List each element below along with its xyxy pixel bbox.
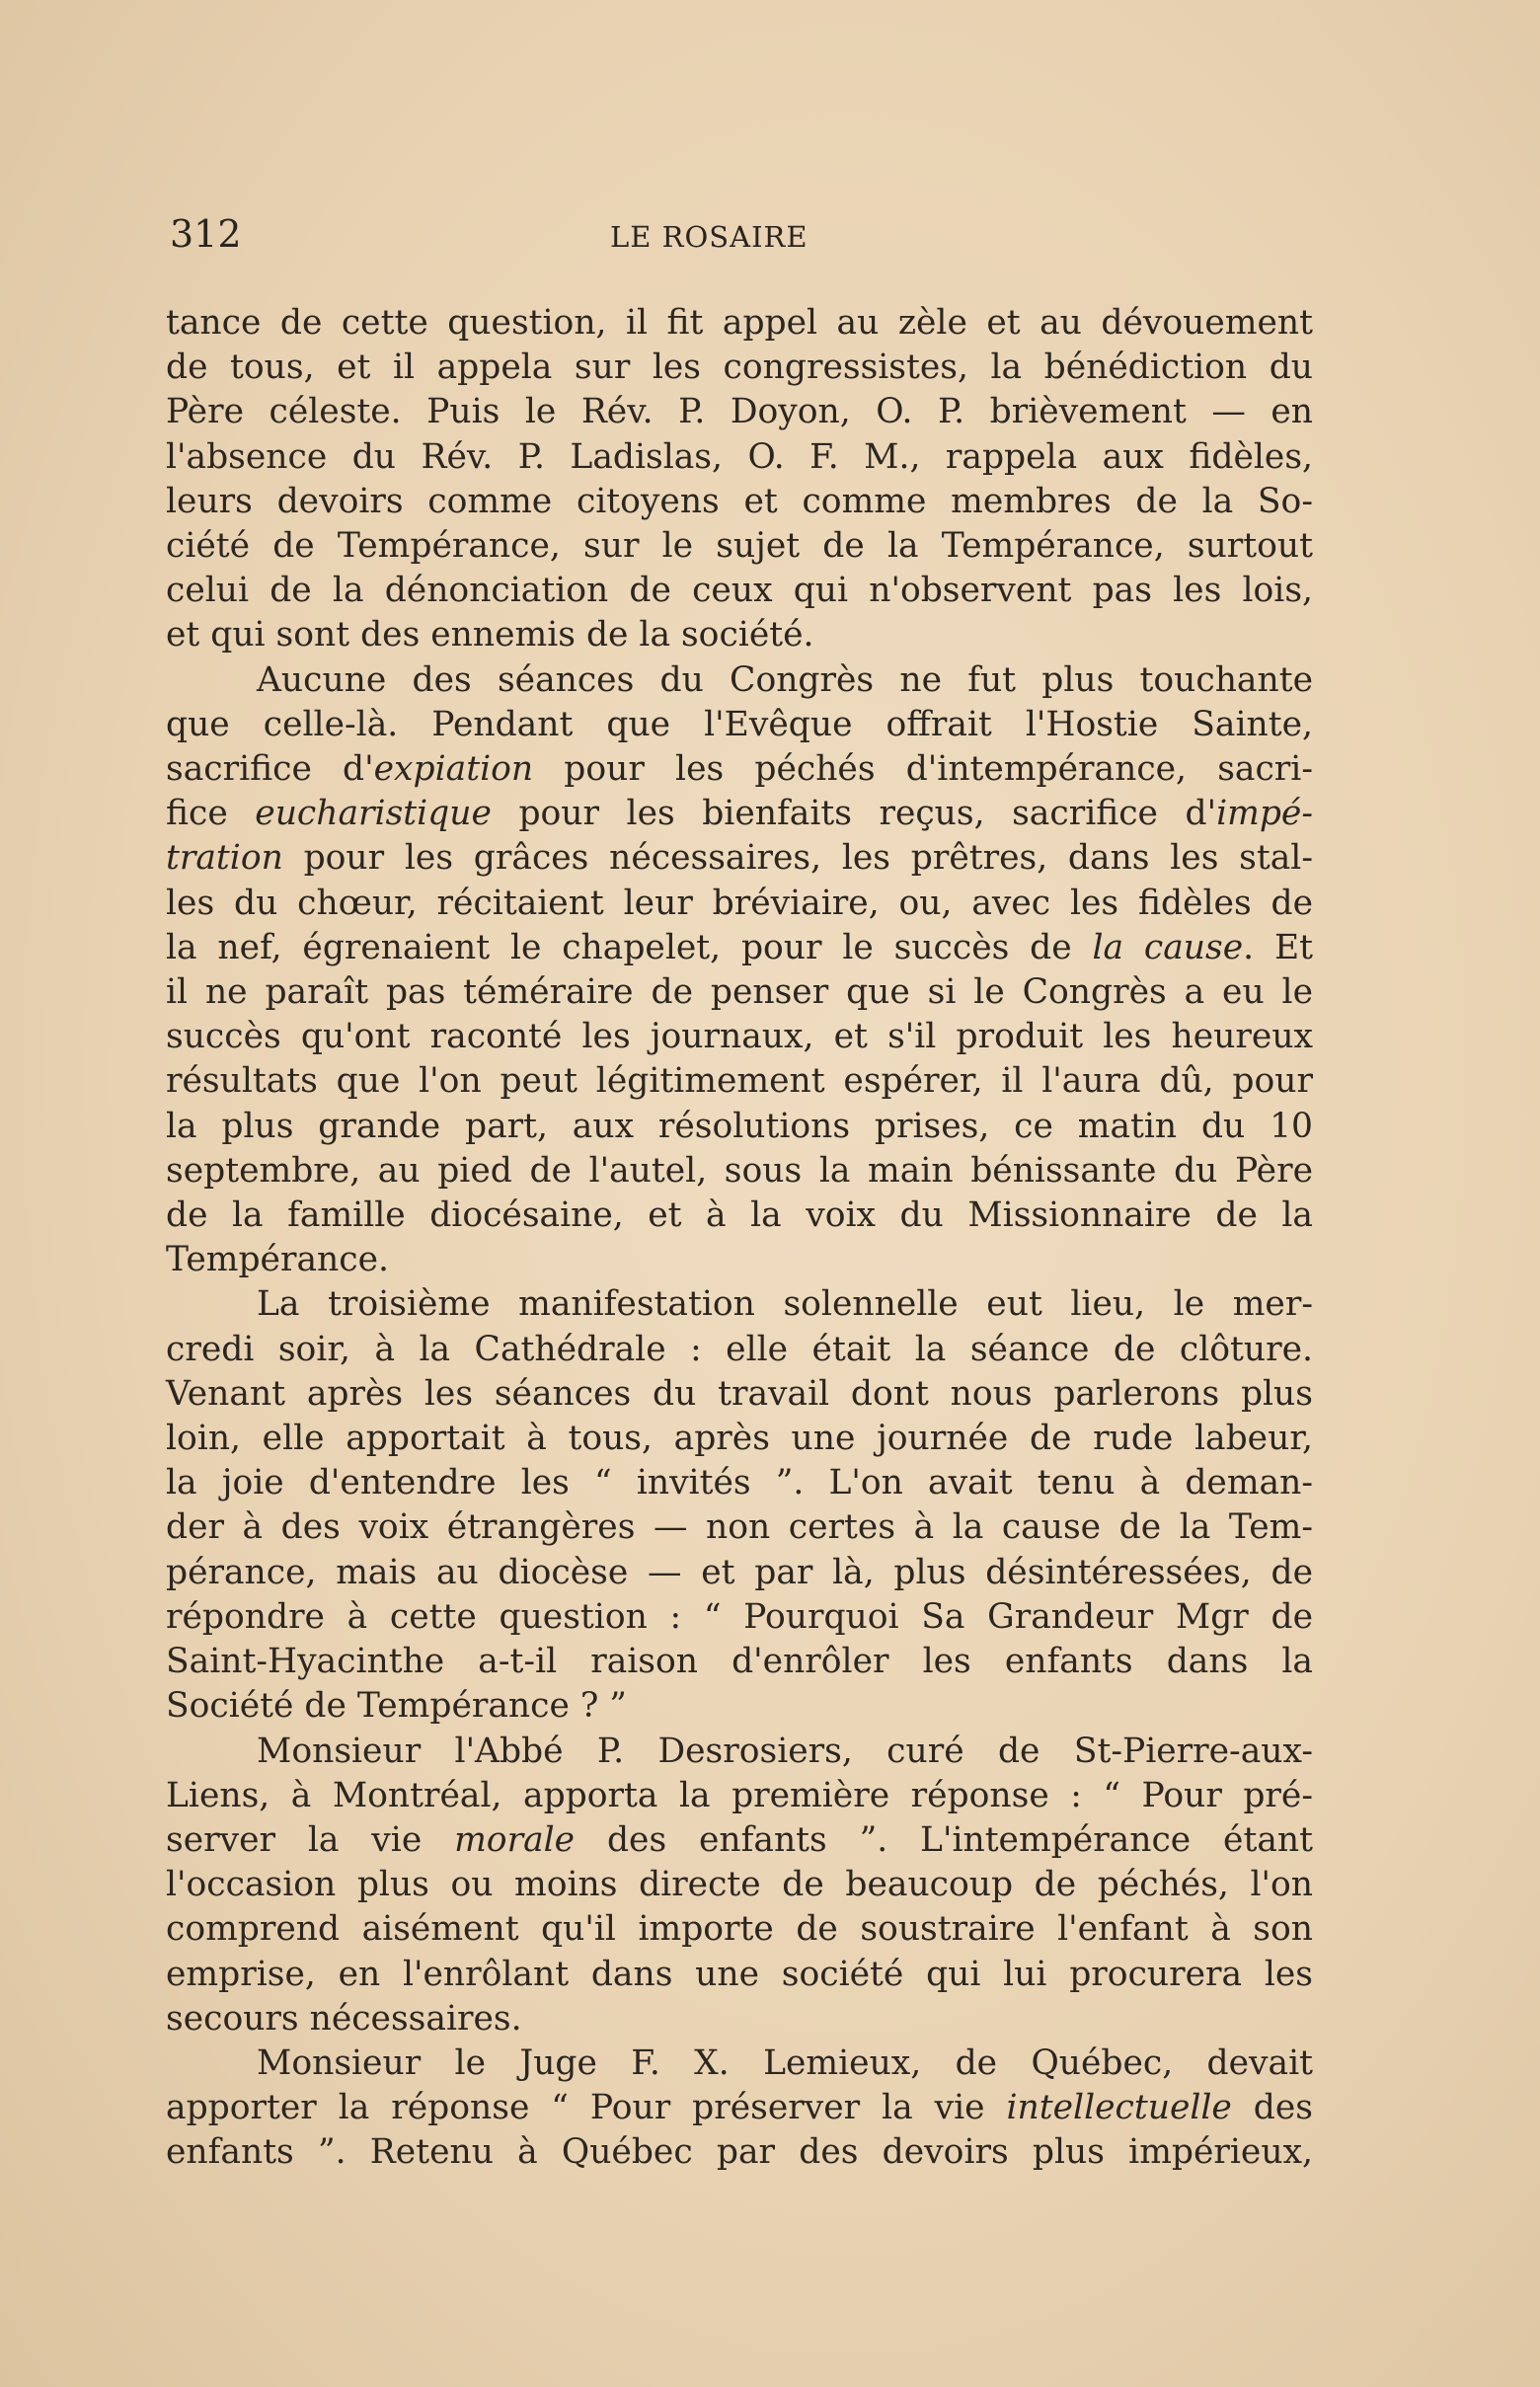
body-text	[166, 301, 1313, 2176]
text-line: résultats que l'on peut légitimement espérer, il l'aura dû, pour	[166, 1061, 1313, 1102]
text-line: que celle-là. Pendant que l'Evêque offrait l'Hostie Sainte,	[166, 704, 1313, 744]
italic-term: expiation	[373, 749, 534, 790]
text-line: celui de la dénonciation de ceux qui n'observent pas les lois,	[166, 571, 1313, 611]
text-line: Père céleste. Puis le Rév. P. Doyon, O. P. brièvement — en	[166, 392, 1313, 432]
italic-term: eucharistique	[255, 794, 492, 834]
text-line: server la vie morale des enfants ”. L'intempérance étant	[166, 1819, 1313, 1860]
text-line: l'occasion plus ou moins directe de beaucoup de péchés, l'on	[166, 1865, 1313, 1905]
text-line: de la famille diocésaine, et à la voix du Missionnaire de la	[166, 1195, 1313, 1236]
text-line: les du chœur, récitaient leur bréviaire, ou, avec les fidèles de	[166, 883, 1313, 923]
text-line: pérance, mais au diocèse — et par là, plus désintéressées, de	[166, 1552, 1313, 1592]
text-line: enfants ”. Retenu à Québec par des devoirs plus impérieux,	[166, 2132, 1313, 2173]
text-line: la joie d'entendre les “ invités ”. L'on avait tenu à deman-	[166, 1463, 1313, 1503]
text-line: tance de cette question, il fit appel au zèle et au dévouement	[166, 303, 1313, 343]
text-line: il ne paraît pas téméraire de penser que si le Congrès a eu le	[166, 972, 1313, 1013]
text-line: Tempérance.	[166, 1240, 389, 1280]
text-line: credi soir, à la Cathédrale : elle était la séance de clôture.	[166, 1329, 1313, 1369]
text-line: Liens, à Montréal, apporta la première réponse : “ Pour pré-	[166, 1775, 1313, 1815]
text-line: de tous, et il appela sur les congressistes, la bénédiction du	[166, 347, 1313, 388]
italic-term: tration	[166, 838, 283, 879]
running-head: LE ROSAIRE	[610, 220, 808, 254]
italic-term: intellectuelle	[1006, 2088, 1232, 2128]
text-line: Saint-Hyacinthe a-t-il raison d'enrôler les enfants dans la	[166, 1642, 1313, 1682]
text-line: der à des voix étrangères — non certes à la cause de la Tem-	[166, 1507, 1313, 1548]
text-line: succès qu'ont raconté les journaux, et s'il produit les heureux	[166, 1017, 1313, 1057]
italic-term: impé-	[1216, 794, 1313, 834]
text-line: comprend aisément qu'il importe de soustraire l'enfant à son	[166, 1909, 1313, 1950]
text-line: secours nécessaires.	[166, 1998, 522, 2039]
text-line: Société de Tempérance ? ”	[166, 1686, 627, 1727]
text-line: fice eucharistique pour les bienfaits reçus, sacrifice d'impé-	[166, 794, 1313, 834]
text-line: sacrifice d'expiation pour les péchés d'intempérance, sacri-	[166, 749, 1313, 790]
text-line: la nef, égrenaient le chapelet, pour le succès de la cause. Et	[166, 927, 1313, 967]
page-number: 312	[170, 212, 242, 256]
text-line: répondre à cette question : “ Pourquoi Sa Grandeur Mgr de	[166, 1596, 1313, 1637]
text-line: Monsieur le Juge F. X. Lemieux, de Québec, devait	[257, 2042, 1313, 2083]
page-header	[170, 212, 1315, 262]
text-line: la plus grande part, aux résolutions prises, ce matin du 10	[166, 1106, 1313, 1146]
italic-term: morale	[454, 1819, 576, 1860]
text-line: loin, elle apportait à tous, après une journée de rude labeur,	[166, 1419, 1313, 1459]
text-line: Aucune des séances du Congrès ne fut plus touchante	[257, 659, 1313, 700]
text-line: l'absence du Rév. P. Ladislas, O. F. M., rappela aux fidèles,	[166, 436, 1313, 477]
text-line: apporter la réponse “ Pour préserver la vie intellectuelle des	[166, 2088, 1313, 2128]
text-line: Venant après les séances du travail dont nous parlerons plus	[166, 1373, 1313, 1414]
text-line: et qui sont des ennemis de la société.	[166, 615, 814, 655]
text-line: La troisième manifestation solennelle eut lieu, le mer-	[257, 1284, 1313, 1325]
text-line: ciété de Tempérance, sur le sujet de la Tempérance, surtout	[166, 526, 1313, 567]
text-line: emprise, en l'enrôlant dans une société qui lui procurera les	[166, 1954, 1313, 1994]
text-line: Monsieur l'Abbé P. Desrosiers, curé de St-Pierre-aux-	[257, 1731, 1313, 1771]
text-line: septembre, au pied de l'autel, sous la main bénissante du Père	[166, 1150, 1313, 1191]
text-line: tration pour les grâces nécessaires, les prêtres, dans les stal-	[166, 838, 1313, 879]
text-line: leurs devoirs comme citoyens et comme membres de la So-	[166, 481, 1313, 521]
italic-term: la cause	[1092, 927, 1244, 967]
